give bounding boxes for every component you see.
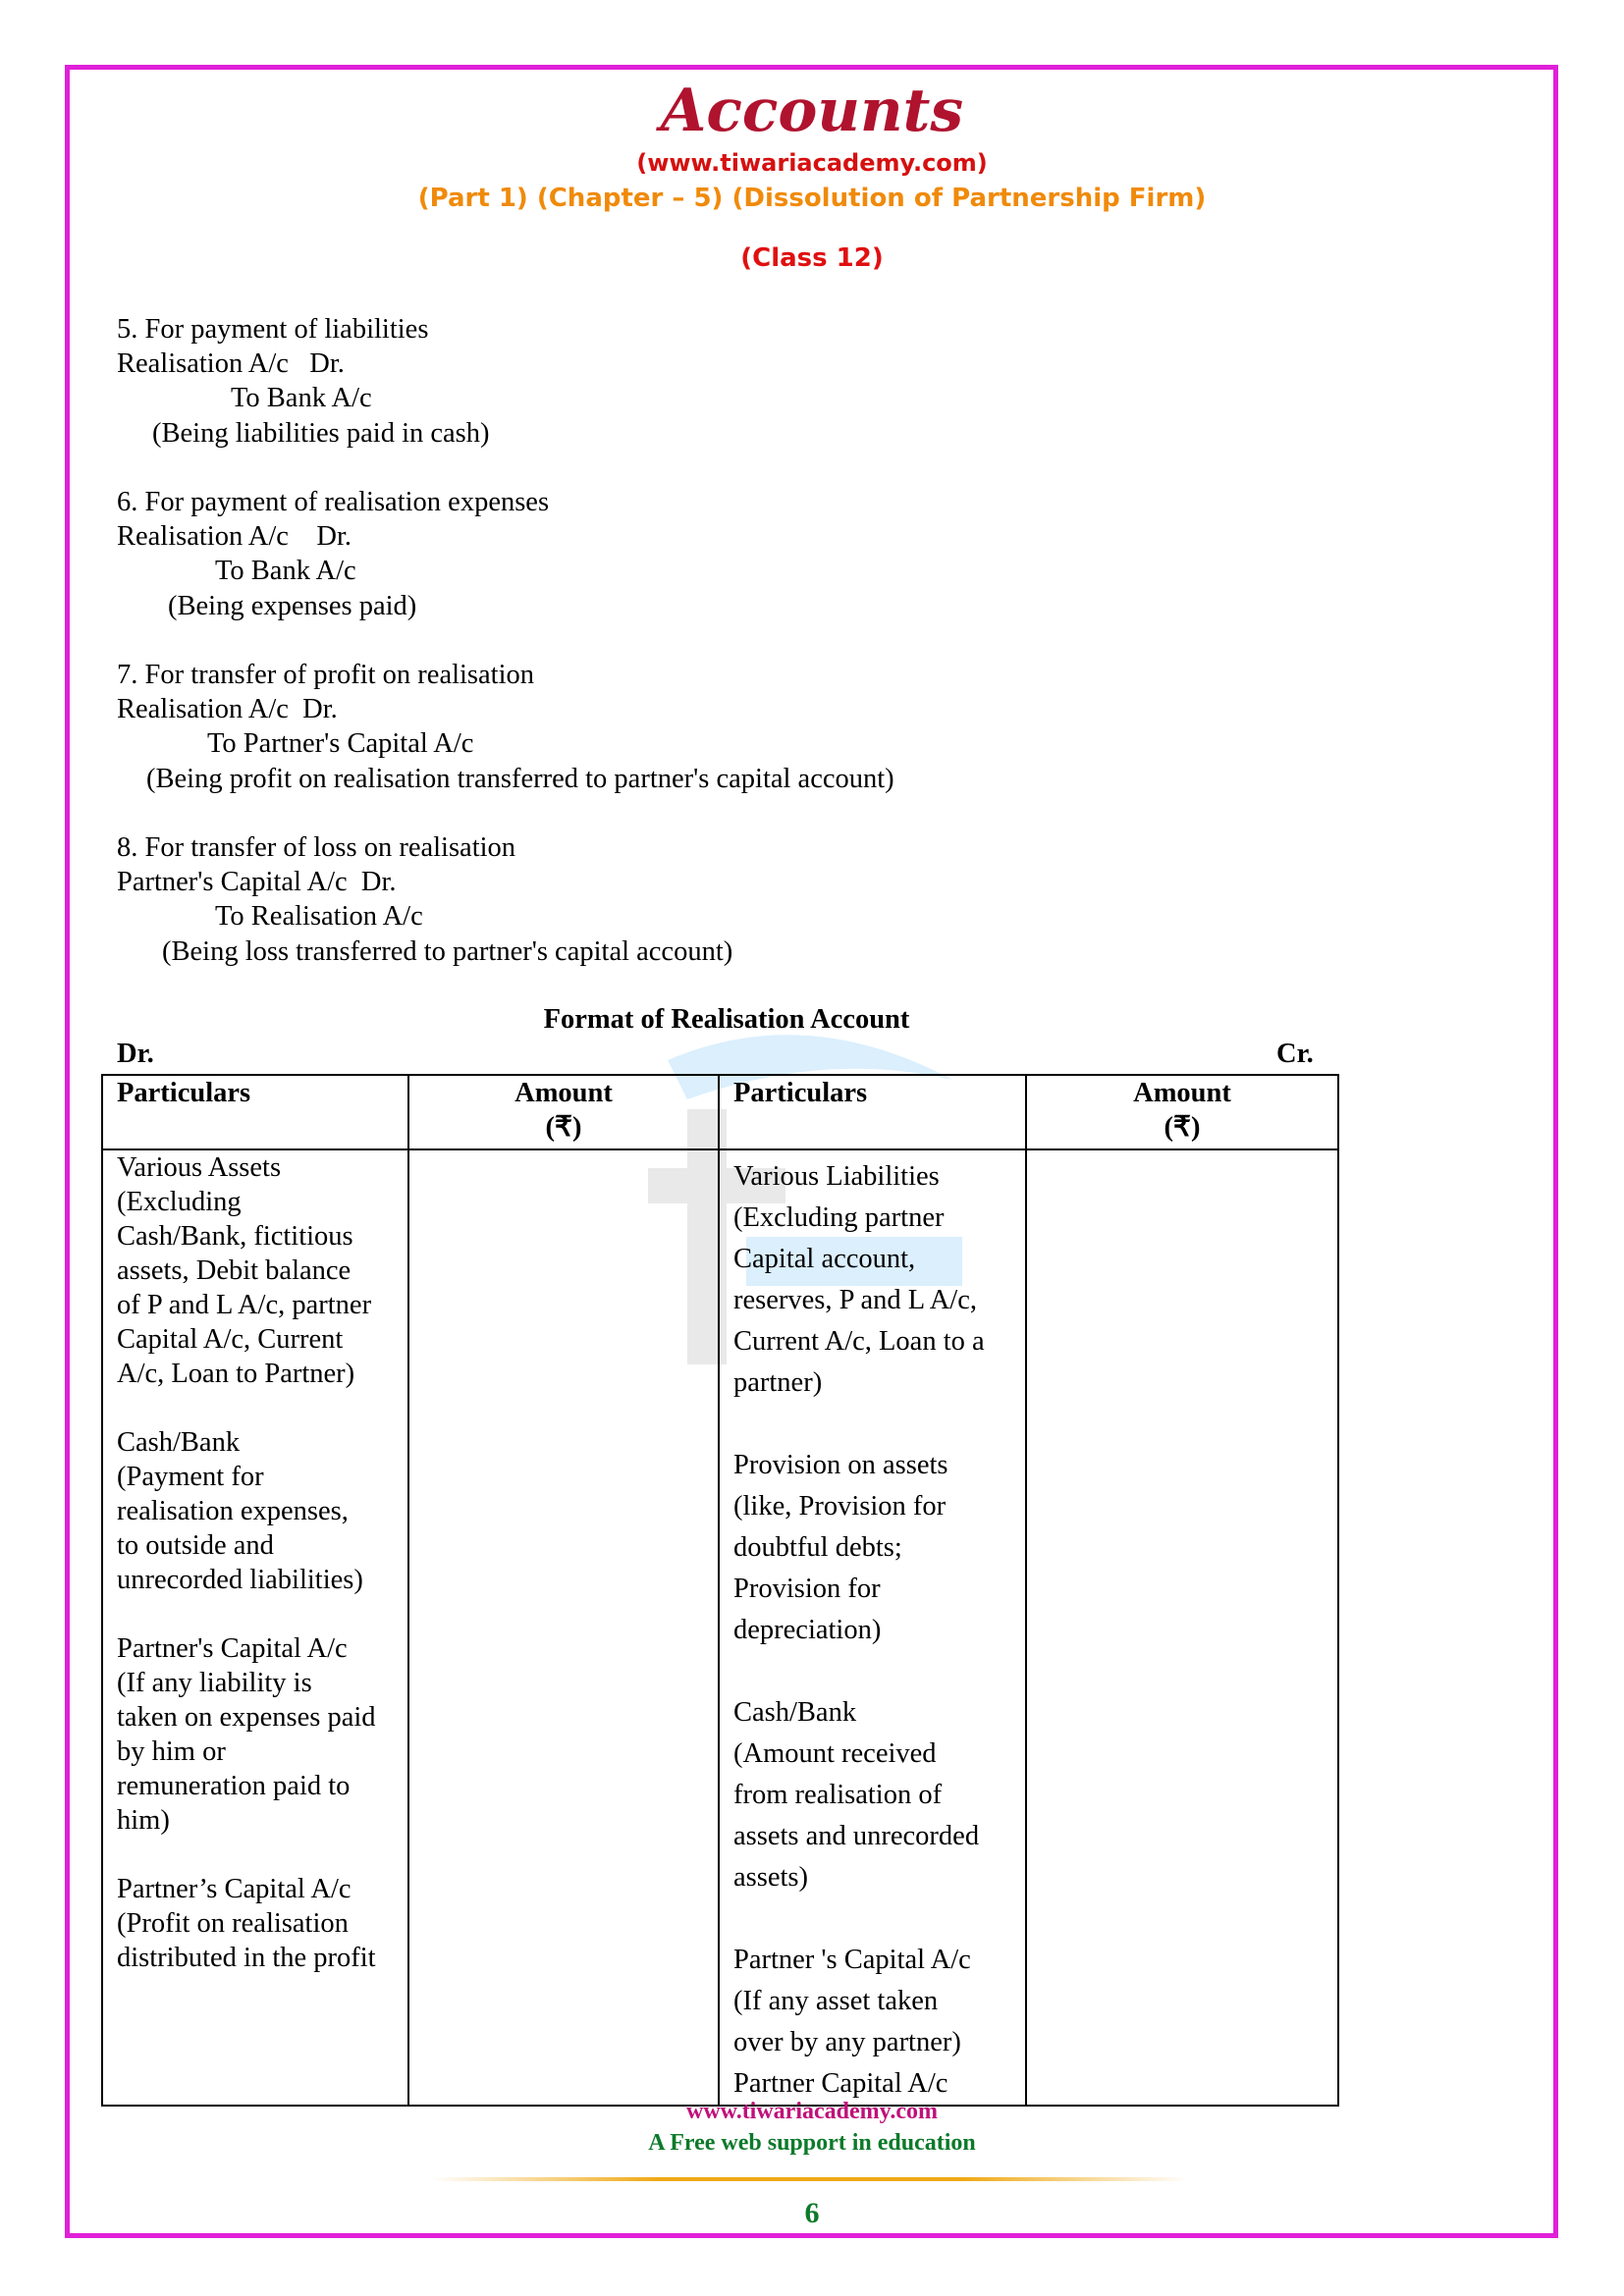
table-row xyxy=(102,1149,1338,2106)
credit-label: Cr. xyxy=(1276,1039,1314,1069)
credit-amount xyxy=(1026,1149,1338,2106)
entry-heading: 5. For payment of liabilities xyxy=(117,314,429,345)
entry-narration: (Being loss transferred to partner's capital account) xyxy=(162,935,733,967)
entry-credit: To Bank A/c xyxy=(215,556,356,587)
entry-credit: To Bank A/c xyxy=(231,383,372,414)
debit-label: Dr. xyxy=(117,1039,154,1069)
table-header-row xyxy=(102,1075,1338,1149)
column-header: Amount (₹) xyxy=(408,1075,719,1149)
header-url: (www.tiwariacademy.com) xyxy=(636,149,988,177)
entry-credit: To Partner's Capital A/c xyxy=(207,728,474,760)
entry-heading: 6. For payment of realisation expenses xyxy=(117,487,550,517)
column-header: Particulars xyxy=(102,1075,408,1149)
entry-narration: (Being expenses paid) xyxy=(168,590,417,621)
class-label: (Class 12) xyxy=(740,243,884,273)
entry-debit: Partner's Capital A/c Dr. xyxy=(117,867,397,898)
debit-amount xyxy=(408,1149,719,2106)
entry-heading: 8. For transfer of loss on realisation xyxy=(117,832,516,863)
credit-particulars: Various Liabilities (Excluding partner Capital account, reserves, P and L A/c, Current A/c, Loan to a partner) Provision on assets (like, Provision for doubtful debts; Provision for depreciation) Cash/Bank (Amount received from realisation of assets and unrecorded assets) Partner 's Capital A/c (If any asset taken over by any partner) Partner Capital A/c xyxy=(719,1149,1026,2106)
footer-link[interactable]: www.tiwariacademy.com xyxy=(686,2099,938,2124)
journal-entries xyxy=(117,312,1344,1003)
entry-debit: Realisation A/c Dr. xyxy=(117,521,352,553)
footer-divider xyxy=(432,2177,1188,2181)
chapter-subtitle: (Part 1) (Chapter – 5) (Dissolution of Partnership Firm) xyxy=(417,184,1207,213)
entry-credit: To Realisation A/c xyxy=(215,901,423,933)
page-title: Accounts xyxy=(660,77,964,145)
realisation-account-table xyxy=(101,1074,1339,2107)
entry-heading: 7. For transfer of profit on realisation xyxy=(117,660,535,690)
journal-entry xyxy=(117,485,1344,623)
entry-narration: (Being liabilities paid in cash) xyxy=(152,417,490,449)
debit-particulars: Various Assets (Excluding Cash/Bank, fictitious assets, Debit balance of P and L A/c, partner Capital A/c, Current A/c, Loan to Partner) Cash/Bank (Payment for realisation expenses, to outside and unrecorded liabilities) Partner's Capital A/c (If any liability is taken on expenses paid by him or remuneration paid to him) Partner’s Capital A/c (Profit on realisation distributed in the profit xyxy=(102,1149,408,2106)
format-title: Format of Realisation Account xyxy=(543,1004,910,1035)
column-header: Amount (₹) xyxy=(1026,1075,1338,1149)
entry-debit: Realisation A/c Dr. xyxy=(117,348,345,380)
column-header: Particulars xyxy=(719,1075,1026,1149)
entry-narration: (Being profit on realisation transferred to partner's capital account) xyxy=(146,763,894,794)
journal-entry xyxy=(117,830,1344,969)
journal-entry xyxy=(117,658,1344,796)
page-number: 6 xyxy=(804,2197,820,2229)
entry-debit: Realisation A/c Dr. xyxy=(117,694,338,725)
footer-tagline: A Free web support in education xyxy=(648,2130,976,2156)
journal-entry xyxy=(117,312,1344,451)
